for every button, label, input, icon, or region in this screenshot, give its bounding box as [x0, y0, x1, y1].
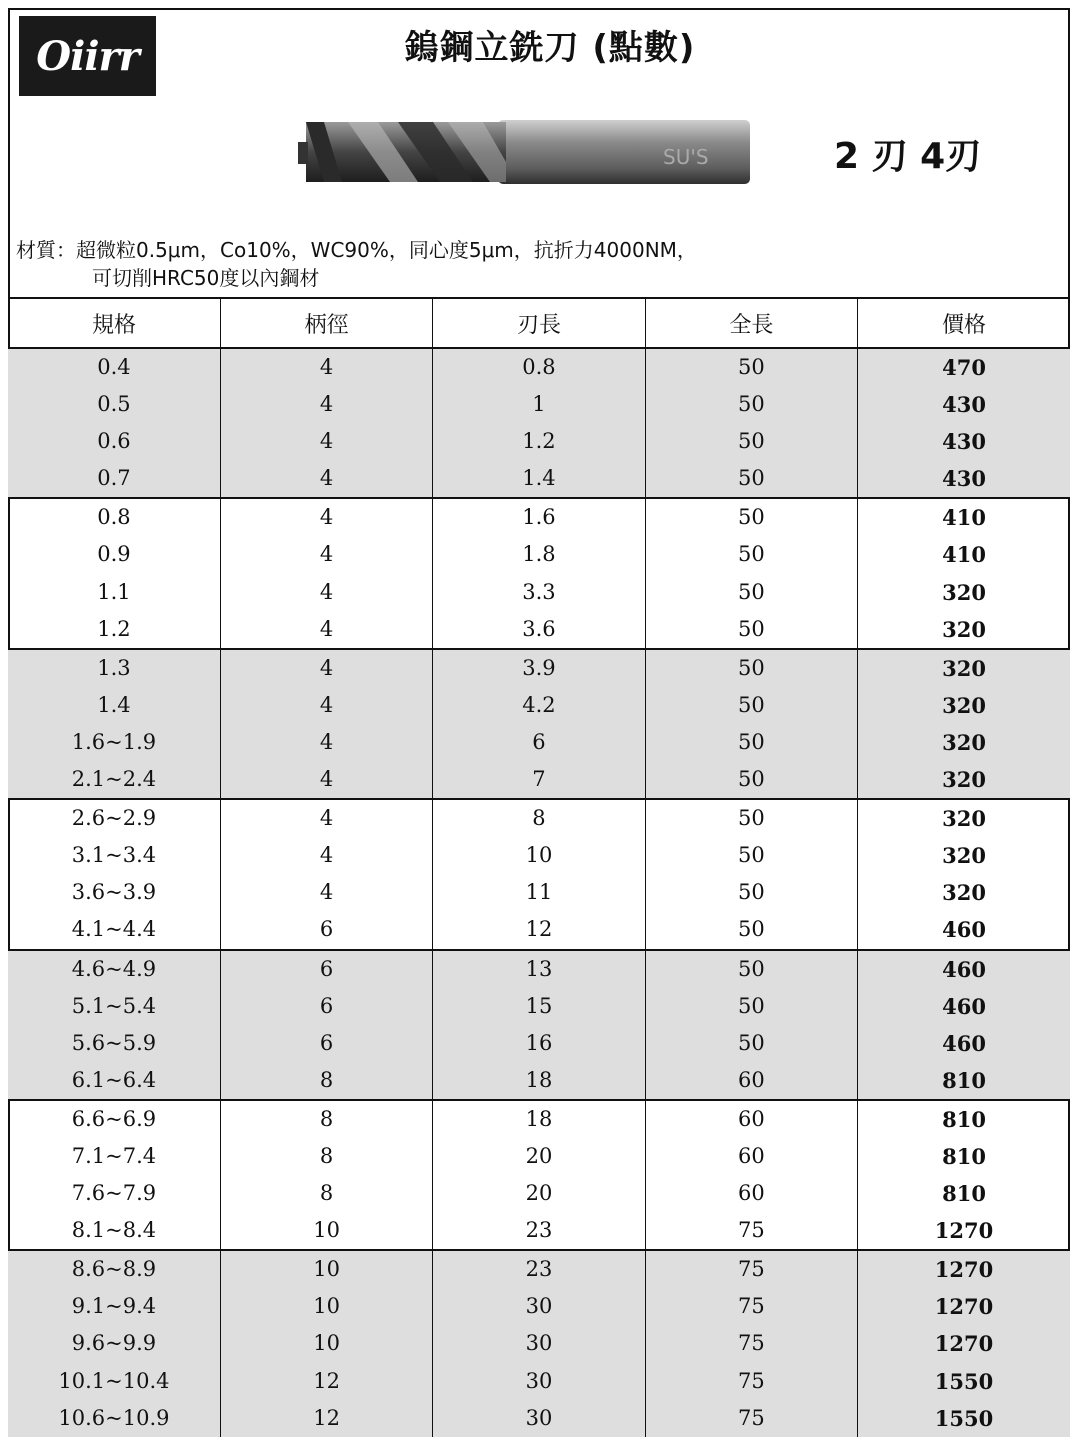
spec-cell: 0.5 — [97, 392, 131, 417]
overall-length-cell: 50 — [738, 392, 765, 417]
spec-cell: 6.1~6.4 — [71, 1067, 157, 1092]
col-shank — [220, 799, 432, 949]
brand-logo — [19, 16, 156, 96]
overall-length-cell: 50 — [738, 767, 765, 792]
material-line-1: 材質：超微粒0.5μm，Co10%，WC90%，同心度5μm，抗折力4000NM， — [16, 238, 697, 262]
overall-length-cell: 75 — [738, 1257, 765, 1282]
shank-cell: 8 — [319, 1067, 334, 1092]
flute-length-cell: 12 — [525, 917, 553, 942]
shank-cell: 8 — [319, 1181, 334, 1206]
material-spec — [16, 236, 697, 292]
shank-cell: 8 — [319, 1143, 334, 1168]
flute-length-cell: 23 — [525, 1218, 553, 1243]
col-shank — [220, 1100, 432, 1250]
shank-cell: 4 — [319, 880, 334, 905]
overall-length-cell: 75 — [738, 1294, 765, 1319]
flute-length-cell: 13 — [525, 956, 553, 981]
col-shank — [220, 649, 432, 799]
spec-cell: 0.6 — [97, 429, 131, 454]
overall-length-cell: 60 — [738, 1106, 765, 1131]
shank-cell: 4 — [319, 392, 334, 417]
overall-length-cell: 50 — [738, 579, 765, 604]
flute-length-cell: 1 — [532, 392, 546, 417]
overall-length-cell: 50 — [738, 429, 765, 454]
col-flute-length — [433, 1100, 645, 1250]
price-cell: 320 — [942, 579, 986, 605]
shank-cell: 10 — [313, 1218, 340, 1243]
flute-length-cell: 6 — [532, 729, 546, 754]
flute-length-cell: 8 — [532, 806, 546, 831]
flute-length-cell: 23 — [525, 1257, 553, 1282]
price-cell: 320 — [942, 655, 986, 681]
flute-length-cell: 4.2 — [522, 692, 556, 717]
logo-text: Oiirr — [36, 32, 139, 80]
overall-length-cell: 50 — [738, 655, 765, 680]
price-cell: 320 — [942, 729, 986, 755]
header-row — [8, 298, 1070, 348]
spec-cell: 6.6~6.9 — [71, 1106, 157, 1131]
shank-cell: 4 — [319, 843, 334, 868]
price-cell: 430 — [942, 466, 986, 492]
shank-cell: 10 — [313, 1331, 340, 1356]
spec-cell: 3.1~3.4 — [71, 843, 157, 868]
price-cell: 320 — [942, 692, 986, 718]
flute-length-cell: 7 — [532, 767, 546, 792]
spec-cell: 10.6~10.9 — [58, 1405, 170, 1430]
price-cell: 320 — [942, 843, 986, 869]
price-cell: 1270 — [934, 1218, 994, 1244]
flute-length-cell: 30 — [525, 1405, 553, 1430]
table-group — [8, 1100, 1070, 1250]
shank-cell: 4 — [319, 579, 334, 604]
shank-cell: 10 — [313, 1257, 340, 1282]
price-cell: 810 — [942, 1143, 986, 1169]
shank-cell: 10 — [313, 1294, 340, 1319]
spec-cell: 9.6~9.9 — [71, 1331, 157, 1356]
overall-length-cell: 50 — [738, 729, 765, 754]
price-cell: 320 — [942, 616, 986, 642]
table-body — [8, 348, 1070, 1437]
overall-length-cell: 50 — [738, 616, 765, 641]
shank-cell: 4 — [319, 429, 334, 454]
shank-cell: 6 — [319, 1030, 334, 1055]
shank-cell: 12 — [313, 1368, 340, 1393]
shank-cell: 4 — [319, 806, 334, 831]
price-cell: 430 — [942, 392, 986, 418]
overall-length-cell: 50 — [738, 692, 765, 717]
spec-cell: 1.3 — [97, 655, 131, 680]
overall-length-cell: 60 — [738, 1143, 765, 1168]
flute-length-cell: 1.4 — [522, 466, 556, 491]
col-flute-length — [433, 1250, 645, 1437]
overall-length-cell: 50 — [738, 466, 765, 491]
col-overall-length — [645, 950, 857, 1100]
overall-length-cell: 75 — [738, 1218, 765, 1243]
spec-cell: 5.6~5.9 — [71, 1030, 157, 1055]
col-flute-length — [433, 498, 645, 648]
spec-cell: 9.1~9.4 — [71, 1294, 157, 1319]
spec-cell: 1.6~1.9 — [71, 729, 157, 754]
price-cell: 410 — [942, 542, 986, 568]
spec-cell: 4.1~4.4 — [71, 917, 157, 942]
price-cell: 1270 — [934, 1294, 994, 1320]
table-group — [8, 799, 1070, 949]
overall-length-cell: 50 — [738, 505, 765, 530]
price-cell: 470 — [942, 355, 986, 380]
col-shank — [220, 348, 432, 498]
price-cell: 1550 — [934, 1368, 994, 1394]
price-cell: 430 — [942, 429, 986, 455]
overall-length-cell: 75 — [738, 1368, 765, 1393]
flute-length-cell: 0.8 — [522, 355, 556, 379]
col-overall-length — [645, 498, 857, 648]
spec-cell: 4.6~4.9 — [71, 956, 157, 981]
overall-length-cell: 50 — [738, 993, 765, 1018]
shank-cell: 4 — [319, 355, 334, 379]
flute-length-cell: 3.9 — [522, 655, 556, 680]
spec-cell: 0.7 — [97, 466, 131, 491]
shank-cell: 6 — [319, 956, 334, 981]
col-spec — [8, 1100, 220, 1250]
col-header-price: 價格 — [858, 298, 1070, 348]
tool-label: SU'S — [663, 145, 709, 169]
shank-cell: 12 — [313, 1405, 340, 1430]
overall-length-cell: 60 — [738, 1067, 765, 1092]
shank-cell: 4 — [319, 729, 334, 754]
col-overall-length — [645, 799, 857, 949]
col-header-flute-length: 刃長 — [433, 298, 645, 348]
shank-cell: 4 — [319, 542, 334, 567]
price-table — [8, 297, 1070, 1437]
col-spec — [8, 649, 220, 799]
flute-length-cell: 1.2 — [522, 429, 556, 454]
spec-cell: 7.6~7.9 — [71, 1181, 157, 1206]
overall-length-cell: 60 — [738, 1181, 765, 1206]
col-overall-length — [645, 1100, 857, 1250]
col-price — [858, 498, 1070, 648]
table-group — [8, 498, 1070, 648]
overall-length-cell: 50 — [738, 542, 765, 567]
overall-length-cell: 50 — [738, 956, 765, 981]
price-cell: 1270 — [934, 1257, 994, 1283]
col-overall-length — [645, 649, 857, 799]
table-group — [8, 950, 1070, 1100]
flute-length-cell: 3.3 — [522, 579, 556, 604]
price-cell: 1270 — [934, 1331, 994, 1357]
col-flute-length — [433, 950, 645, 1100]
price-cell: 320 — [942, 880, 986, 906]
overall-length-cell: 50 — [738, 917, 765, 942]
col-spec — [8, 799, 220, 949]
flute-length-cell: 30 — [525, 1294, 553, 1319]
col-price — [858, 1100, 1070, 1250]
col-header-spec: 規格 — [8, 298, 220, 348]
col-price — [858, 1250, 1070, 1437]
price-cell: 810 — [942, 1067, 986, 1093]
shank-cell: 6 — [319, 917, 334, 942]
spec-cell: 10.1~10.4 — [58, 1368, 170, 1393]
shank-cell: 4 — [319, 466, 334, 491]
price-cell: 410 — [942, 505, 986, 531]
flute-length-cell: 18 — [525, 1106, 553, 1131]
spec-cell: 1.2 — [97, 616, 131, 641]
spec-cell: 8.6~8.9 — [71, 1257, 157, 1282]
table-group — [8, 1250, 1070, 1437]
col-flute-length — [433, 348, 645, 498]
overall-length-cell: 75 — [738, 1405, 765, 1430]
end-mill-image — [298, 112, 760, 192]
shank-cell: 4 — [319, 616, 334, 641]
price-cell: 320 — [942, 767, 986, 793]
spec-cell: 1.1 — [97, 579, 131, 604]
col-flute-length — [433, 649, 645, 799]
flute-length-cell: 30 — [525, 1368, 553, 1393]
price-cell: 460 — [942, 993, 986, 1019]
shank-cell: 8 — [319, 1106, 334, 1131]
shank-cell: 6 — [319, 993, 334, 1018]
table-group — [8, 348, 1070, 498]
col-price — [858, 799, 1070, 949]
spec-cell: 2.6~2.9 — [71, 806, 157, 831]
flute-length-cell: 16 — [525, 1030, 553, 1055]
spec-cell: 3.6~3.9 — [71, 880, 157, 905]
col-overall-length — [645, 1250, 857, 1437]
overall-length-cell: 50 — [738, 1030, 765, 1055]
price-cell: 810 — [942, 1106, 986, 1132]
spec-cell: 0.9 — [97, 542, 131, 567]
flute-length-cell: 20 — [525, 1181, 553, 1206]
material-line-2: 可切削HRC50度以內鋼材 — [92, 266, 320, 290]
overall-length-cell: 50 — [738, 880, 765, 905]
shank-cell: 4 — [319, 767, 334, 792]
flute-count: 2 刃 4刃 — [834, 136, 982, 177]
flute-length-cell: 11 — [525, 880, 553, 905]
spec-cell: 7.1~7.4 — [71, 1143, 157, 1168]
price-cell: 320 — [942, 806, 986, 832]
spec-cell: 1.4 — [97, 692, 131, 717]
flute-length-cell: 18 — [525, 1067, 553, 1092]
col-shank — [220, 950, 432, 1100]
shank-cell: 4 — [319, 505, 334, 530]
price-cell: 460 — [942, 917, 986, 943]
spec-cell: 5.1~5.4 — [71, 993, 157, 1018]
col-price — [858, 950, 1070, 1100]
price-cell: 810 — [942, 1181, 986, 1207]
col-header-shank: 柄徑 — [220, 298, 432, 348]
col-spec — [8, 950, 220, 1100]
col-flute-length — [433, 799, 645, 949]
col-price — [858, 348, 1070, 498]
spec-cell: 8.1~8.4 — [71, 1218, 157, 1243]
flute-length-cell: 1.8 — [522, 542, 556, 567]
price-cell: 460 — [942, 956, 986, 982]
flute-length-cell: 3.6 — [522, 616, 556, 641]
shank-cell: 4 — [319, 692, 334, 717]
col-shank — [220, 1250, 432, 1437]
flute-length-cell: 20 — [525, 1143, 553, 1168]
overall-length-cell: 75 — [738, 1331, 765, 1356]
price-cell: 1550 — [934, 1405, 994, 1431]
col-overall-length — [645, 348, 857, 498]
flute-length-cell: 30 — [525, 1331, 553, 1356]
flute-length-cell: 15 — [525, 993, 553, 1018]
shank-cell: 4 — [319, 655, 334, 680]
col-spec — [8, 498, 220, 648]
spec-cell: 0.8 — [97, 505, 131, 530]
overall-length-cell: 50 — [738, 355, 765, 379]
flute-length-cell: 1.6 — [522, 505, 556, 530]
price-cell: 460 — [942, 1030, 986, 1056]
col-spec — [8, 348, 220, 498]
col-spec — [8, 1250, 220, 1437]
overall-length-cell: 50 — [738, 843, 765, 868]
overall-length-cell: 50 — [738, 806, 765, 831]
col-shank — [220, 498, 432, 648]
col-price — [858, 649, 1070, 799]
col-header-overall-length: 全長 — [645, 298, 857, 348]
flute-length-cell: 10 — [525, 843, 553, 868]
spec-cell: 2.1~2.4 — [71, 767, 157, 792]
table-group — [8, 649, 1070, 799]
spec-cell: 0.4 — [97, 355, 131, 379]
page-title: 鎢鋼立銑刀 (點數) — [404, 28, 696, 68]
